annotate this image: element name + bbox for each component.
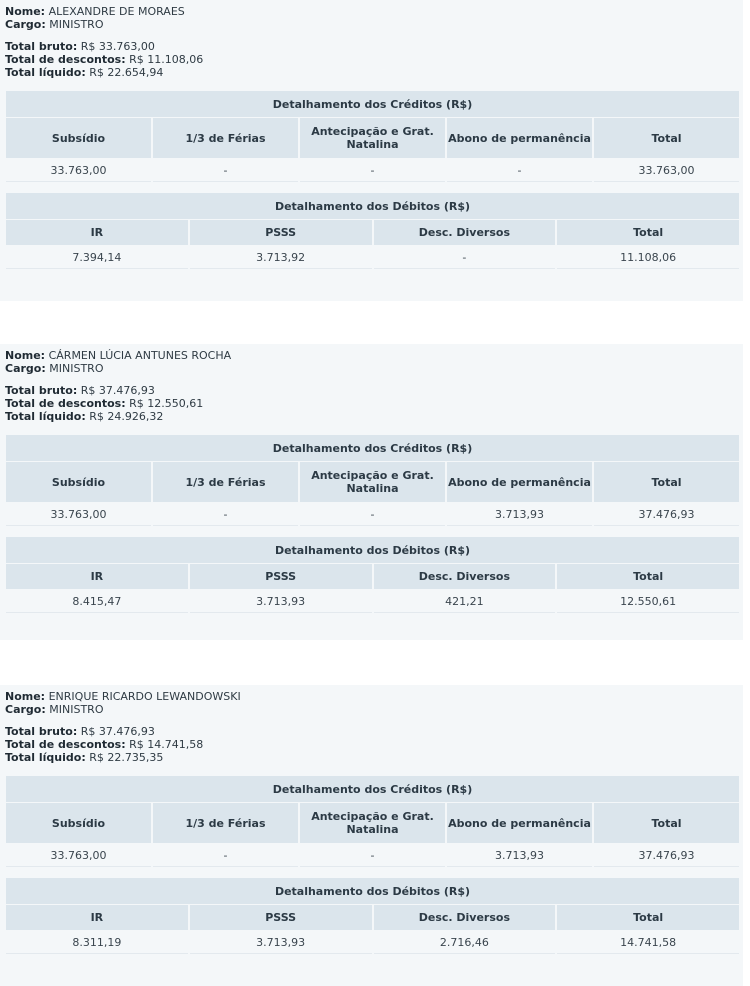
table-row xyxy=(6,931,739,954)
cell-abono: - xyxy=(447,159,592,182)
debitos-title: Detalhamento dos Débitos (R$) xyxy=(6,878,739,904)
col-total: Total xyxy=(557,905,739,930)
cell-antecipacao: - xyxy=(300,503,445,526)
total-bruto-value: R$ 37.476,93 xyxy=(80,725,155,738)
col-abono: Abono de permanência xyxy=(447,118,592,158)
total-descontos-label: Total de descontos: xyxy=(5,397,126,410)
col-ir: IR xyxy=(6,905,188,930)
servidor-info xyxy=(0,0,743,79)
cell-total: 37.476,93 xyxy=(594,844,739,867)
col-total: Total xyxy=(594,803,739,843)
cell-desc-diversos: - xyxy=(374,246,556,269)
debitos-table xyxy=(4,877,741,955)
total-liquido-label: Total líquido: xyxy=(5,410,86,423)
total-liquido-value: R$ 24.926,32 xyxy=(89,410,164,423)
col-antecipacao: Antecipação e Grat. Natalina xyxy=(300,803,445,843)
col-psss: PSSS xyxy=(190,564,372,589)
cell-abono: 3.713,93 xyxy=(447,844,592,867)
servidor-record xyxy=(0,685,743,986)
cargo-value: MINISTRO xyxy=(49,362,104,375)
col-desc-diversos: Desc. Diversos xyxy=(374,220,556,245)
nome-value: CÁRMEN LÚCIA ANTUNES ROCHA xyxy=(48,349,232,362)
total-liquido-value: R$ 22.735,35 xyxy=(89,751,164,764)
cargo-label: Cargo: xyxy=(5,362,46,375)
col-total: Total xyxy=(557,220,739,245)
total-bruto-label: Total bruto: xyxy=(5,384,78,397)
col-desc-diversos: Desc. Diversos xyxy=(374,905,556,930)
cell-ferias: - xyxy=(153,503,298,526)
cargo-label: Cargo: xyxy=(5,18,46,31)
creditos-title: Detalhamento dos Créditos (R$) xyxy=(6,776,739,802)
col-ir: IR xyxy=(6,220,188,245)
col-ferias: 1/3 de Férias xyxy=(153,118,298,158)
servidor-record xyxy=(0,344,743,640)
cargo-label: Cargo: xyxy=(5,703,46,716)
col-ir: IR xyxy=(6,564,188,589)
total-descontos-label: Total de descontos: xyxy=(5,738,126,751)
col-abono: Abono de permanência xyxy=(447,803,592,843)
table-row xyxy=(6,503,739,526)
cell-total: 37.476,93 xyxy=(594,503,739,526)
nome-label: Nome: xyxy=(5,349,46,362)
cell-total: 12.550,61 xyxy=(557,590,739,613)
cell-subsidio: 33.763,00 xyxy=(6,503,151,526)
col-abono: Abono de permanência xyxy=(447,462,592,502)
cell-antecipacao: - xyxy=(300,844,445,867)
cell-ferias: - xyxy=(153,844,298,867)
debitos-table xyxy=(4,192,741,270)
cell-ir: 8.415,47 xyxy=(6,590,188,613)
nome-label: Nome: xyxy=(5,5,46,18)
cargo-value: MINISTRO xyxy=(49,703,104,716)
total-descontos-value: R$ 14.741,58 xyxy=(129,738,204,751)
total-bruto-value: R$ 37.476,93 xyxy=(80,384,155,397)
cell-antecipacao: - xyxy=(300,159,445,182)
cell-abono: 3.713,93 xyxy=(447,503,592,526)
total-bruto-label: Total bruto: xyxy=(5,40,78,53)
total-liquido-label: Total líquido: xyxy=(5,751,86,764)
col-ferias: 1/3 de Férias xyxy=(153,803,298,843)
col-total: Total xyxy=(594,462,739,502)
servidor-record xyxy=(0,0,743,301)
nome-value: ENRIQUE RICARDO LEWANDOWSKI xyxy=(48,690,241,703)
creditos-title: Detalhamento dos Créditos (R$) xyxy=(6,91,739,117)
total-descontos-label: Total de descontos: xyxy=(5,53,126,66)
total-bruto-label: Total bruto: xyxy=(5,725,78,738)
total-descontos-value: R$ 11.108,06 xyxy=(129,53,204,66)
col-desc-diversos: Desc. Diversos xyxy=(374,564,556,589)
cell-psss: 3.713,92 xyxy=(190,246,372,269)
cell-desc-diversos: 421,21 xyxy=(374,590,556,613)
total-descontos-value: R$ 12.550,61 xyxy=(129,397,204,410)
cell-ferias: - xyxy=(153,159,298,182)
col-ferias: 1/3 de Férias xyxy=(153,462,298,502)
col-psss: PSSS xyxy=(190,905,372,930)
servidor-info xyxy=(0,344,743,423)
creditos-table xyxy=(4,434,741,527)
col-total: Total xyxy=(557,564,739,589)
cell-total: 14.741,58 xyxy=(557,931,739,954)
cell-psss: 3.713,93 xyxy=(190,931,372,954)
total-liquido-label: Total líquido: xyxy=(5,66,86,79)
cell-subsidio: 33.763,00 xyxy=(6,159,151,182)
total-bruto-value: R$ 33.763,00 xyxy=(80,40,155,53)
creditos-table xyxy=(4,775,741,868)
creditos-table xyxy=(4,90,741,183)
cell-psss: 3.713,93 xyxy=(190,590,372,613)
nome-value: ALEXANDRE DE MORAES xyxy=(48,5,185,18)
table-row xyxy=(6,590,739,613)
cell-ir: 8.311,19 xyxy=(6,931,188,954)
table-row xyxy=(6,159,739,182)
col-subsidio: Subsídio xyxy=(6,118,151,158)
table-row xyxy=(6,246,739,269)
cell-desc-diversos: 2.716,46 xyxy=(374,931,556,954)
cell-total: 11.108,06 xyxy=(557,246,739,269)
cell-subsidio: 33.763,00 xyxy=(6,844,151,867)
total-liquido-value: R$ 22.654,94 xyxy=(89,66,164,79)
cell-ir: 7.394,14 xyxy=(6,246,188,269)
col-antecipacao: Antecipação e Grat. Natalina xyxy=(300,118,445,158)
col-antecipacao: Antecipação e Grat. Natalina xyxy=(300,462,445,502)
debitos-title: Detalhamento dos Débitos (R$) xyxy=(6,537,739,563)
table-row xyxy=(6,844,739,867)
cell-total: 33.763,00 xyxy=(594,159,739,182)
cargo-value: MINISTRO xyxy=(49,18,104,31)
col-subsidio: Subsídio xyxy=(6,803,151,843)
nome-label: Nome: xyxy=(5,690,46,703)
servidor-info xyxy=(0,685,743,764)
col-subsidio: Subsídio xyxy=(6,462,151,502)
debitos-table xyxy=(4,536,741,614)
debitos-title: Detalhamento dos Débitos (R$) xyxy=(6,193,739,219)
creditos-title: Detalhamento dos Créditos (R$) xyxy=(6,435,739,461)
col-total: Total xyxy=(594,118,739,158)
col-psss: PSSS xyxy=(190,220,372,245)
